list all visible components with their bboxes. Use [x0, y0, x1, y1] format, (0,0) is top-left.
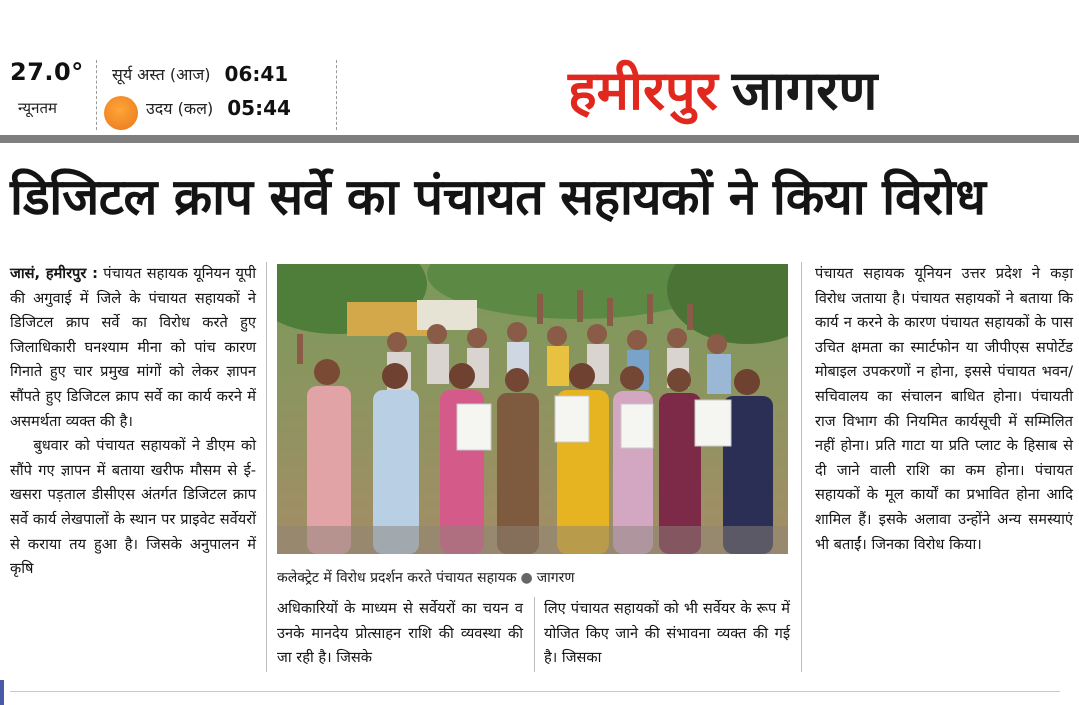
column-separator	[534, 597, 535, 672]
sunset-label: सूर्य अस्त (आज)	[112, 65, 211, 84]
article-photo	[277, 264, 788, 554]
column-separator	[266, 262, 267, 672]
caption-dot: ●	[520, 570, 533, 586]
article-paragraph: बुधवार को पंचायत सहायकों ने डीएम को सौंपे गए ज्ञापन में बताया खरीफ मौसम से ई-खसरा पड़ताल डीसीएस अंतर्गत डिजिटल क्राप सर्वे कार्य लेखपालों के स्थान पर प्राइवेट सर्वेयरों से कराया तय हुआ है। जिसके अनुपालन में कृषि	[10, 437, 256, 578]
newspaper-brand	[568, 56, 877, 126]
brand-paper: जागरण	[731, 59, 878, 122]
caption-credit: जागरण	[536, 570, 575, 586]
masthead-divider	[96, 60, 97, 130]
dateline: जासं, हमीरपुर :	[10, 265, 98, 282]
sunset-time: 06:41	[224, 62, 289, 86]
caption-text: कलेक्ट्रेट में विरोध प्रदर्शन करते पंचायत सहायक	[277, 570, 517, 586]
article-column-4: पंचायत सहायक यूनियन उत्तर प्रदेश ने कड़ा विरोध जताया है। पंचायत सहायकों ने बताया कि कार्य न करने के कारण पंचायत सहायकों के पास उचित क्षमता का स्मार्टफोन या जीपीएस सपोर्टेड मोबाइल उपकरणों न होना, इससे पंचायत भवन/सचिवालय का संचालन बाधित होना। पंचायती राज विभाग की नियमित कार्यसूची में सम्मिलित नहीं होना। प्रति गाटा या प्रति प्लाट के हिसाब से दी जाने वाली राशि का कम होना। पंचायत सहायकों के मूल कार्यों का प्रभावित होना आदि शामिल हैं। इसके अलावा उन्होंने अन्य समस्याएं भी बताईं। जिनका विरोध किया।	[815, 265, 1073, 553]
masthead-divider	[336, 60, 337, 130]
page-bottom-rule	[10, 691, 1060, 692]
sunrise-label: उदय (कल)	[146, 99, 214, 118]
paragraph-text: पंचायत सहायक यूनियन यूपी की अगुवाई में जिले के पंचायत सहायकों ने डिजिटल क्राप सर्वे का विरोध करते हुए जिलाधिकारी घनश्याम मीना को पांच कारण गिनाते हुए चार प्रमुख मांगों को लेकर ज्ञापन सौंपते हुए डिजिटल क्राप सर्वे का कार्य करने में असमर्थता व्यक्त की है।	[10, 265, 256, 430]
article-column-1	[10, 262, 256, 582]
article-column-3: लिए पंचायत सहायकों को भी सर्वेयर के रूप में योजित किए जाने की संभावना व्यक्त की गई है। जिसका	[544, 600, 790, 667]
page-edge-marker	[0, 680, 4, 705]
article-column-2: अधिकारियों के माध्यम से सर्वेयरों का चयन व उनके मानदेय प्रोत्साहन राशि की व्यवस्था की जा रही है। जिसके	[277, 600, 523, 667]
sunrise-time: 05:44	[227, 96, 291, 120]
temperature-value: 27.0°	[10, 58, 84, 86]
column-separator	[801, 262, 802, 672]
sun-icon	[104, 96, 138, 130]
brand-city: हमीरपुर	[568, 59, 718, 122]
temperature-label: न्यूनतम	[18, 99, 57, 117]
photo-caption	[277, 568, 575, 587]
article-headline: डिजिटल क्राप सर्वे का पंचायत सहायकों ने किया विरोध	[10, 168, 986, 226]
article-paragraph	[10, 262, 256, 434]
sunrise-info	[146, 96, 291, 120]
sunset-info	[112, 62, 288, 86]
masthead-rule	[0, 135, 1079, 143]
